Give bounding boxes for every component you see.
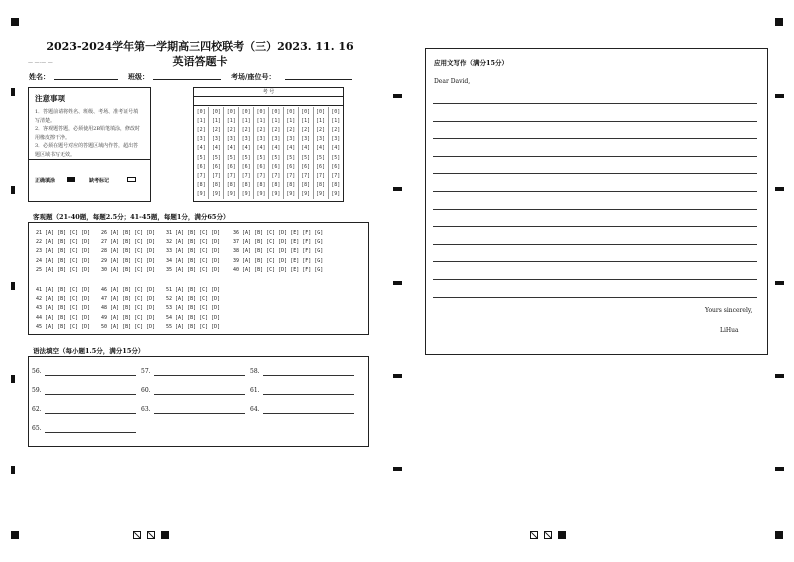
exam-digit-row (194, 162, 343, 171)
exam-digit-bubble[interactable]: [7] (254, 171, 269, 180)
exam-digit-bubble[interactable]: [7] (283, 171, 298, 180)
exam-digit-bubble[interactable]: [1] (268, 116, 283, 125)
exam-digit-bubble[interactable]: [8] (328, 181, 343, 190)
exam-digit-bubble[interactable]: [8] (298, 181, 313, 190)
exam-digit-bubble[interactable]: [6] (313, 162, 328, 171)
question-answer-row[interactable]: 21 [A] [B] [C] [D] (36, 230, 91, 236)
exam-digit-bubble[interactable]: [6] (283, 162, 298, 171)
absent-mark-checkbox[interactable] (127, 177, 136, 182)
exam-digit-bubble[interactable]: [2] (209, 125, 224, 134)
exam-digit-bubble[interactable]: [1] (254, 116, 269, 125)
page-code-mark (530, 531, 538, 539)
writing-line[interactable] (433, 261, 757, 262)
exam-number-grid (194, 107, 343, 199)
question-answer-row[interactable]: 51 [A] [B] [C] [D] (166, 287, 221, 293)
timing-mark (775, 281, 784, 285)
exam-digit-bubble[interactable]: [8] (224, 181, 239, 190)
writing-line[interactable] (433, 138, 757, 139)
exam-digit-bubble[interactable]: [7] (328, 171, 343, 180)
exam-digit-row (194, 153, 343, 162)
timing-mark (393, 467, 402, 471)
seat-label: 考场/座位号： (231, 72, 276, 81)
exam-digit-bubble[interactable]: [3] (283, 135, 298, 144)
class-field[interactable] (153, 79, 221, 80)
timing-mark (775, 187, 784, 191)
timing-mark (11, 282, 15, 290)
exam-digit-bubble[interactable]: [7] (268, 171, 283, 180)
blank-number: 65. (32, 425, 42, 432)
question-answer-row[interactable]: 36 [A] [B] [C] [D] [E] [F] [G] (233, 230, 324, 236)
question-answer-row[interactable]: 33 [A] [B] [C] [D] (166, 248, 221, 255)
blank-number: 61. (250, 387, 260, 394)
exam-digit-bubble[interactable]: [5] (209, 153, 224, 162)
blank-answer-line[interactable] (263, 413, 354, 414)
exam-digit-bubble[interactable]: [6] (239, 162, 254, 171)
corner-mark-bottom-right (775, 531, 783, 539)
writing-line[interactable] (433, 156, 757, 157)
exam-digit-bubble[interactable]: [3] (268, 135, 283, 144)
exam-digit-bubble[interactable]: [7] (298, 171, 313, 180)
exam-digit-bubble[interactable]: [0] (224, 107, 239, 116)
exam-digit-bubble[interactable]: [0] (254, 107, 269, 116)
writing-line[interactable] (433, 297, 757, 298)
exam-digit-bubble[interactable]: [4] (313, 144, 328, 153)
exam-digit-bubble[interactable]: [5] (268, 153, 283, 162)
page-code-mark (147, 531, 155, 539)
timing-mark (393, 187, 402, 191)
exam-digit-bubble[interactable]: [5] (328, 153, 343, 162)
name-label: 姓名： (29, 72, 50, 81)
exam-digit-bubble[interactable]: [5] (313, 153, 328, 162)
exam-digit-bubble[interactable]: [8] (196, 182, 206, 189)
exam-digit-bubble[interactable]: [3] (254, 135, 269, 144)
blank-number: 62. (32, 406, 42, 413)
exam-digit-bubble[interactable]: [5] (239, 153, 254, 162)
corner-mark-top-right (775, 18, 783, 26)
grammar-section-label: 语法填空（每小题1.5分，满分15分） (33, 347, 145, 355)
exam-digit-bubble[interactable]: [6] (209, 162, 224, 171)
timing-mark (11, 375, 15, 383)
blank-answer-line[interactable] (45, 394, 136, 395)
letter-signature: LiHua (720, 327, 739, 334)
exam-digit-bubble[interactable]: [2] (239, 125, 254, 134)
exam-digit-bubble[interactable]: [1] (209, 116, 224, 125)
question-answer-row[interactable]: 24 [A] [B] [C] [D] (36, 257, 91, 264)
exam-digit-bubble[interactable]: [8] (283, 181, 298, 190)
writing-line[interactable] (433, 279, 757, 280)
writing-line[interactable] (433, 209, 757, 210)
exam-digit-row (194, 190, 343, 199)
exam-digit-bubble[interactable]: [2] (224, 125, 239, 134)
exam-digit-bubble[interactable]: [4] (298, 144, 313, 153)
exam-number-header: 考 号 (194, 88, 343, 97)
notice-item: 1．答题前请将姓名、班级、考场、准考证号填写清楚。 (35, 109, 139, 124)
exam-digit-bubble[interactable]: [2] (313, 125, 328, 134)
exam-digit-bubble[interactable]: [7] (313, 171, 328, 180)
exam-digit-bubble[interactable]: [1] (239, 116, 254, 125)
exam-digit-row (194, 144, 343, 153)
exam-digit-bubble[interactable]: [7] (196, 172, 206, 179)
exam-digit-bubble[interactable]: [4] (328, 144, 343, 153)
exam-digit-bubble[interactable]: [1] (298, 116, 313, 125)
exam-digit-bubble[interactable]: [7] (224, 171, 239, 180)
question-answer-row[interactable]: 50 [A] [B] [C] [D] (101, 323, 156, 330)
exam-digit-bubble[interactable]: [6] (224, 162, 239, 171)
exam-digit-bubble[interactable]: [4] (254, 144, 269, 153)
exam-digit-bubble[interactable]: [7] (209, 171, 224, 180)
absent-mark-label: 缺考标记 (89, 178, 110, 184)
question-answer-row[interactable]: 46 [A] [B] [C] [D] (101, 287, 156, 293)
question-answer-row[interactable]: 26 [A] [B] [C] [D] (101, 230, 156, 236)
blank-number: 56. (32, 368, 42, 375)
exam-digit-bubble[interactable]: [9] (268, 190, 283, 199)
blank-answer-line[interactable] (154, 413, 245, 414)
writing-line[interactable] (433, 226, 757, 227)
exam-digit-bubble[interactable]: [2] (283, 125, 298, 134)
letter-closing: Yours sincerely, (705, 307, 753, 314)
timing-mark (775, 94, 784, 98)
timing-mark (393, 281, 402, 285)
question-answer-row[interactable]: 42 [A] [B] [C] [D] (36, 296, 91, 303)
question-answer-row[interactable]: 39 [A] [B] [C] [D] [E] [F] [G] (233, 257, 324, 264)
question-answer-row[interactable]: 34 [A] [B] [C] [D] (166, 257, 221, 264)
blank-answer-line[interactable] (154, 375, 245, 376)
question-answer-row[interactable]: 48 [A] [B] [C] [D] (101, 305, 156, 312)
exam-digit-bubble[interactable]: [1] (328, 116, 343, 125)
exam-digit-bubble[interactable]: [9] (254, 190, 269, 199)
class-label: 班级： (128, 72, 149, 81)
exam-digit-bubble[interactable]: [2] (268, 125, 283, 134)
writing-line[interactable] (433, 103, 757, 104)
blank-answer-line[interactable] (263, 394, 354, 395)
exam-digit-bubble[interactable]: [9] (298, 190, 313, 199)
exam-digit-bubble[interactable]: [5] (196, 154, 206, 161)
writing-line[interactable] (433, 121, 757, 122)
blank-number: 64. (250, 406, 260, 413)
exam-digit-bubble[interactable]: [4] (283, 144, 298, 153)
exam-digit-bubble[interactable]: [9] (196, 191, 206, 198)
page-subtitle: 英语答题卡 (172, 55, 228, 68)
exam-digit-bubble[interactable]: [5] (283, 153, 298, 162)
timing-mark (11, 88, 15, 96)
blank-answer-line[interactable] (263, 375, 354, 376)
objective-section-label: 客观题（21-40题，每题2.5分；41-45题，每题1分，满分65分） (33, 213, 230, 221)
exam-digit-bubble[interactable]: [7] (239, 171, 254, 180)
exam-digit-bubble[interactable]: [3] (328, 135, 343, 144)
page-code-mark (133, 531, 141, 539)
exam-digit-bubble[interactable]: [5] (254, 153, 269, 162)
exam-digit-bubble[interactable]: [0] (196, 108, 206, 115)
question-answer-row[interactable]: 28 [A] [B] [C] [D] (101, 248, 156, 255)
question-answer-row[interactable]: 35 [A] [B] [C] [D] (166, 266, 221, 273)
page-code-mark (161, 531, 169, 539)
exam-digit-bubble[interactable]: [9] (209, 190, 224, 199)
exam-digit-bubble[interactable]: [2] (328, 125, 343, 134)
notice-item: 2．客观题答题，必须使用2B铅笔填涂，修改时用橡皮擦干净。 (35, 126, 141, 141)
question-answer-row[interactable]: 45 [A] [B] [C] [D] (36, 323, 91, 330)
exam-digit-bubble[interactable]: [6] (298, 162, 313, 171)
timing-mark (775, 374, 784, 378)
question-answer-row[interactable]: 25 [A] [B] [C] [D] (36, 266, 91, 273)
blank-number: 60. (141, 387, 151, 394)
exam-digit-bubble[interactable]: [3] (298, 135, 313, 144)
exam-number-box (193, 87, 344, 202)
question-answer-row[interactable]: 40 [A] [B] [C] [D] [E] [F] [G] (233, 266, 324, 273)
notice-divider (29, 159, 150, 160)
exam-digit-row (194, 171, 343, 180)
exam-digit-bubble[interactable]: [1] (224, 116, 239, 125)
timing-mark (11, 186, 15, 194)
question-answer-row[interactable]: 31 [A] [B] [C] [D] (166, 230, 221, 236)
notice-box (28, 87, 151, 202)
blank-number: 63. (141, 406, 151, 413)
exam-digit-row (194, 181, 343, 190)
correct-fill-sample (67, 177, 75, 182)
question-answer-row[interactable]: 23 [A] [B] [C] [D] (36, 248, 91, 255)
correct-fill-label: 正确填涂 (35, 178, 56, 184)
corner-mark-bottom-left (11, 531, 19, 539)
name-field[interactable] (54, 79, 118, 80)
timing-mark (393, 94, 402, 98)
question-answer-row[interactable]: 22 [A] [B] [C] [D] (36, 239, 91, 246)
question-answer-row[interactable]: 41 [A] [B] [C] [D] (36, 287, 91, 293)
exam-digit-bubble[interactable]: [3] (224, 135, 239, 144)
blank-answer-line[interactable] (45, 375, 136, 376)
blank-number: 59. (32, 387, 42, 394)
exam-digit-bubble[interactable]: [5] (224, 153, 239, 162)
exam-digit-bubble[interactable]: [6] (254, 162, 269, 171)
writing-line[interactable] (433, 173, 757, 174)
exam-digit-bubble[interactable]: [1] (283, 116, 298, 125)
writing-line[interactable] (433, 191, 757, 192)
question-answer-row[interactable]: 47 [A] [B] [C] [D] (101, 296, 156, 303)
question-answer-row[interactable]: 43 [A] [B] [C] [D] (36, 305, 91, 312)
question-answer-row[interactable]: 32 [A] [B] [C] [D] (166, 239, 221, 246)
timing-mark (775, 467, 784, 471)
timing-mark (11, 466, 15, 474)
exam-digit-bubble[interactable]: [0] (239, 107, 254, 116)
exam-digit-bubble[interactable]: [6] (268, 162, 283, 171)
question-answer-row[interactable]: 54 [A] [B] [C] [D] (166, 314, 221, 321)
question-answer-row[interactable]: 44 [A] [B] [C] [D] (36, 314, 91, 321)
question-answer-row[interactable]: 27 [A] [B] [C] [D] (101, 239, 156, 246)
exam-digit-bubble[interactable]: [0] (209, 107, 224, 116)
exam-digit-bubble[interactable]: [0] (268, 107, 283, 116)
exam-digit-bubble[interactable]: [9] (224, 190, 239, 199)
blank-number: 57. (141, 368, 151, 375)
question-answer-row[interactable]: 49 [A] [B] [C] [D] (101, 314, 156, 321)
notice-item: 3．必须在题号对应的答题区域内作答，超出答题区域书写无效。 (35, 143, 139, 158)
exam-digit-bubble[interactable]: [4] (268, 144, 283, 153)
question-answer-row[interactable]: 37 [A] [B] [C] [D] [E] [F] [G] (233, 239, 324, 246)
exam-digit-row (194, 107, 343, 116)
page-title: 2023-2024学年第一学期高三四校联考（三）2023. 11. 16 (46, 40, 354, 53)
exam-digit-bubble[interactable]: [8] (239, 181, 254, 190)
blank-answer-line[interactable] (45, 432, 136, 433)
exam-digit-bubble[interactable]: [0] (313, 107, 328, 116)
exam-digit-bubble[interactable]: [8] (209, 181, 224, 190)
letter-greeting: Dear David, (434, 78, 471, 85)
blank-number: 58. (250, 368, 260, 375)
question-answer-row[interactable]: 53 [A] [B] [C] [D] (166, 305, 221, 312)
exam-digit-bubble[interactable]: [9] (328, 190, 343, 199)
exam-digit-bubble[interactable]: [4] (196, 145, 206, 152)
exam-digit-bubble[interactable]: [2] (196, 126, 206, 133)
exam-digit-bubble[interactable]: [3] (313, 135, 328, 144)
exam-digit-bubble[interactable]: [9] (313, 190, 328, 199)
exam-digit-bubble[interactable]: [3] (209, 135, 224, 144)
exam-digit-bubble[interactable]: [9] (283, 190, 298, 199)
exam-digit-bubble[interactable]: [0] (328, 107, 343, 116)
exam-digit-bubble[interactable]: [8] (268, 181, 283, 190)
writing-line[interactable] (433, 244, 757, 245)
exam-digit-bubble[interactable]: [4] (239, 144, 254, 153)
exam-digit-bubble[interactable]: [8] (254, 181, 269, 190)
writing-section-label: 应用文写作（满分15分） (434, 59, 509, 67)
exam-digit-bubble[interactable]: [9] (239, 190, 254, 199)
exam-digit-row (194, 116, 343, 125)
exam-digit-row (194, 125, 343, 134)
exam-digit-bubble[interactable]: [4] (209, 144, 224, 153)
exam-digit-bubble[interactable]: [1] (313, 116, 328, 125)
exam-digit-bubble[interactable]: [0] (283, 107, 298, 116)
exam-digit-bubble[interactable]: [0] (298, 107, 313, 116)
question-answer-row[interactable]: 38 [A] [B] [C] [D] [E] [F] [G] (233, 248, 324, 255)
exam-digit-bubble[interactable]: [2] (298, 125, 313, 134)
blank-answer-line[interactable] (154, 394, 245, 395)
exam-digit-row (194, 135, 343, 144)
small-mark: — —·— — (28, 60, 53, 66)
exam-digit-bubble[interactable]: [8] (313, 181, 328, 190)
exam-digit-bubble[interactable]: [3] (196, 136, 206, 143)
exam-digit-bubble[interactable]: [6] (328, 162, 343, 171)
exam-digit-bubble[interactable]: [3] (239, 135, 254, 144)
question-answer-row[interactable]: 30 [A] [B] [C] [D] (101, 266, 156, 273)
exam-digit-bubble[interactable]: [2] (254, 125, 269, 134)
notice-title: 注意事项 (35, 94, 65, 103)
grammar-answer-box (28, 356, 369, 447)
blank-answer-line[interactable] (45, 413, 136, 414)
question-answer-row[interactable]: 52 [A] [B] [C] [D] (166, 296, 221, 303)
exam-digit-bubble[interactable]: [1] (196, 117, 206, 124)
page-code-mark (544, 531, 552, 539)
exam-digit-bubble[interactable]: [5] (298, 153, 313, 162)
seat-field[interactable] (285, 79, 352, 80)
page-code-mark (558, 531, 566, 539)
exam-digit-bubble[interactable]: [4] (224, 144, 239, 153)
exam-number-write-row[interactable] (194, 97, 343, 106)
question-answer-row[interactable]: 55 [A] [B] [C] [D] (166, 323, 221, 330)
question-answer-row[interactable]: 29 [A] [B] [C] [D] (101, 257, 156, 264)
exam-digit-bubble[interactable]: [6] (196, 163, 206, 170)
corner-mark-top-left (11, 18, 19, 26)
timing-mark (393, 374, 402, 378)
